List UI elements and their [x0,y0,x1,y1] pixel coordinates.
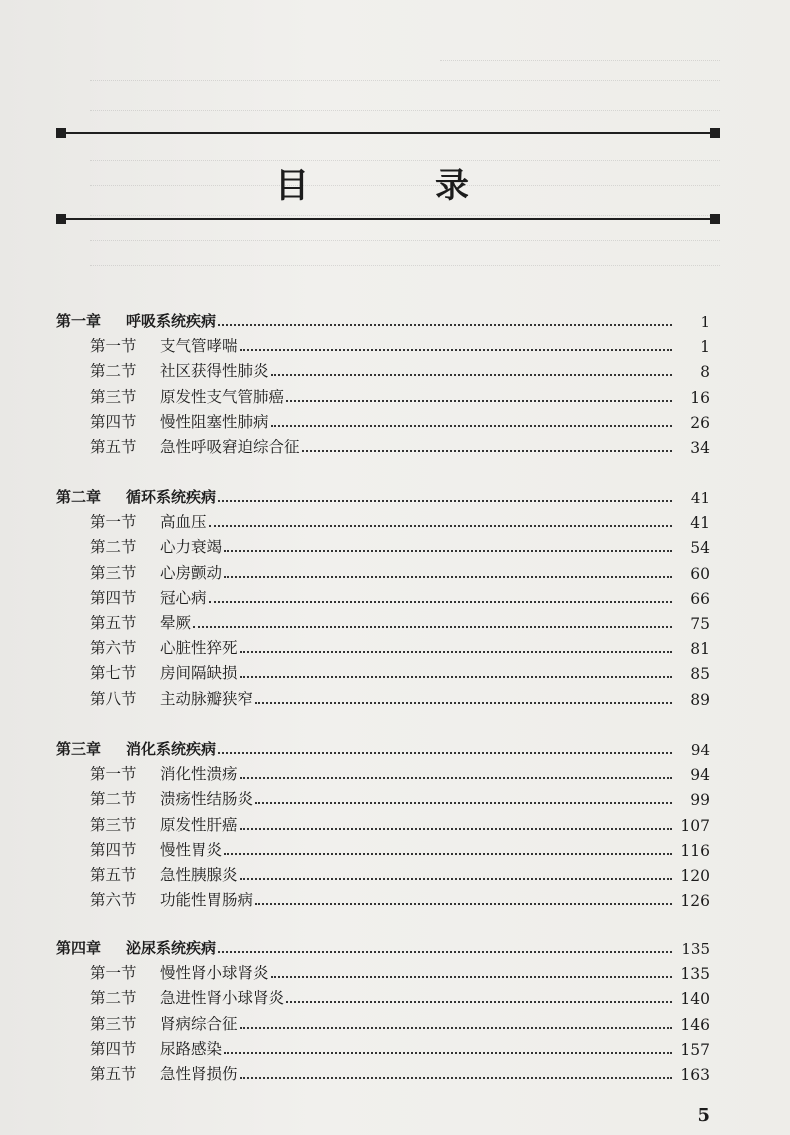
section-number: 第五节 [90,614,137,632]
section-number: 第五节 [90,1065,137,1083]
toc-section-entry [0,1035,710,1059]
section-number: 第七节 [90,664,137,683]
section-number: 第二节 [90,790,137,809]
section-number: 第三节 [90,563,137,582]
dot-leader [240,828,672,830]
entry-label [90,762,238,784]
dot-leader [224,1052,672,1054]
page-reference: 140 [680,990,710,1009]
toc-section-entry [0,634,710,658]
page-reference: 60 [690,564,710,583]
dot-leader [218,752,672,754]
section-title: 急性呼吸窘迫综合征 [160,438,300,456]
entry-label [90,1037,222,1059]
entry-label [90,334,238,356]
section-title: 晕厥 [160,614,192,632]
dot-leader [271,425,672,427]
toc-section-entry [0,559,710,583]
dot-leader [240,1077,672,1079]
dot-leader [218,951,672,953]
section-title: 冠心病 [160,588,207,607]
page-reference: 135 [681,940,710,958]
dot-leader [224,576,672,578]
dot-leader [224,550,672,552]
dot-leader [193,626,672,628]
section-title: 社区获得性肺炎 [160,362,269,381]
section-number: 第二节 [90,362,137,381]
dot-leader [209,525,672,527]
entry-label [90,961,269,983]
dot-leader [240,651,672,653]
dot-leader [255,802,672,804]
section-number: 第四节 [90,412,137,431]
page-reference: 1 [700,313,710,331]
dot-leader [286,400,672,402]
page-reference: 89 [690,690,710,709]
chapter-number: 第一章 [56,312,102,330]
toc-section-entry [0,584,710,608]
toc-section-entry [0,959,710,983]
section-title: 功能性胃肠病 [160,891,254,910]
toc-chapter-entry [0,934,710,958]
page-reference: 163 [680,1066,710,1084]
section-number: 第三节 [90,1014,137,1033]
dot-leader [302,450,672,452]
page-reference: 126 [680,892,710,911]
section-number: 第二节 [90,538,137,557]
page-title: 目 录 [275,166,515,206]
toc-section-entry [0,383,710,407]
page-reference: 75 [690,615,710,633]
toc-section-entry [0,886,710,910]
section-number: 第四节 [90,1039,137,1058]
page-reference: 135 [680,965,710,984]
toc-section-entry [0,332,710,356]
page-reference: 54 [690,539,710,558]
entry-label [90,586,207,608]
entry-label [90,838,222,860]
section-number: 第四节 [90,588,137,607]
entry-label [90,510,207,532]
section-number: 第五节 [90,866,137,884]
page-number: 5 [697,1105,710,1126]
section-title: 高血压 [160,513,207,532]
chapter-title: 泌尿系统疾病 [126,939,217,957]
page-reference: 8 [700,363,710,382]
entry-label [90,410,269,432]
entry-label [90,813,238,835]
section-number: 第一节 [90,765,137,784]
entry-label [90,435,300,457]
section-title: 心房颤动 [160,563,223,582]
chapter-number: 第四章 [56,939,102,957]
section-title: 急进性肾小球肾炎 [160,989,285,1008]
page-reference: 107 [680,816,710,835]
section-title: 心力衰竭 [160,538,223,557]
toc-section-entry [0,508,710,532]
entry-label [90,385,284,407]
entry-label [90,787,253,809]
page-reference: 99 [690,791,710,810]
section-title: 支气管哮喘 [160,337,238,356]
toc-section-entry [0,408,710,432]
entry-label [90,636,238,658]
page-reference: 85 [690,665,710,684]
toc-section-entry [0,836,710,860]
section-title: 溃疡性结肠炎 [160,790,254,809]
toc-section-entry [0,760,710,784]
dot-leader [218,324,672,326]
section-number: 第六节 [90,639,137,658]
section-title: 主动脉瓣狭窄 [160,689,254,708]
toc-section-entry [0,811,710,835]
page-reference: 34 [690,439,710,457]
toc-section-entry [0,861,710,885]
chapter-number: 第二章 [56,488,102,506]
page-reference: 120 [680,867,710,885]
dot-leader [218,500,672,502]
section-title: 尿路感染 [160,1039,223,1058]
entry-label [56,738,216,759]
entry-label [90,687,253,709]
toc-chapter-entry [0,307,710,331]
toc-section-entry [0,659,710,683]
section-title: 原发性支气管肺癌 [160,387,285,406]
page-reference: 157 [680,1040,710,1059]
entry-label [90,359,269,381]
section-number: 第八节 [90,689,137,708]
section-title: 急性肾损伤 [160,1065,238,1083]
section-number: 第三节 [90,815,137,834]
entry-label [56,310,216,331]
entry-label [90,661,238,683]
dot-leader [240,878,672,880]
page-reference: 94 [690,766,710,785]
page-reference: 66 [690,589,710,608]
dot-leader [240,349,672,351]
dot-leader [255,903,672,905]
entry-label [90,1062,238,1084]
entry-label [90,535,222,557]
page-reference: 94 [690,741,710,759]
entry-label [90,888,253,910]
section-number: 第一节 [90,337,137,356]
toc-section-entry [0,685,710,709]
section-number: 第一节 [90,964,137,983]
entry-label [90,863,238,885]
entry-label [56,937,216,958]
page-reference: 81 [690,640,710,659]
toc-section-entry [0,984,710,1008]
dot-leader [224,853,672,855]
toc-chapter-entry [0,483,710,507]
chapter-title: 呼吸系统疾病 [126,312,217,330]
chapter-number: 第三章 [56,740,102,758]
page-reference: 116 [680,841,710,860]
toc-section-entry [0,533,710,557]
page-reference: 1 [700,338,710,357]
section-title: 急性胰腺炎 [160,866,238,884]
dot-leader [209,601,672,603]
dot-leader [240,777,672,779]
page-reference: 41 [690,514,710,533]
page-reference: 16 [690,388,710,407]
entry-label [90,986,284,1008]
section-number: 第六节 [90,891,137,910]
section-number: 第五节 [90,438,137,456]
section-title: 原发性肝癌 [160,815,238,834]
dot-leader [255,702,672,704]
page-reference: 146 [680,1015,710,1034]
section-title: 消化性溃疡 [160,765,238,784]
chapter-title: 消化系统疾病 [126,740,217,758]
entry-label [90,561,222,583]
toc-section-entry [0,609,710,633]
toc-chapter-entry [0,735,710,759]
toc-section-entry [0,785,710,809]
toc-section-entry [0,357,710,381]
toc-section-entry [0,1060,710,1084]
dot-leader [240,676,672,678]
toc-section-entry [0,433,710,457]
section-title: 慢性胃炎 [160,840,223,859]
dot-leader [286,1001,672,1003]
section-number: 第三节 [90,387,137,406]
dot-leader [240,1027,672,1029]
entry-label [90,611,191,633]
entry-label [90,1012,238,1034]
page-reference: 26 [690,413,710,432]
section-title: 慢性阻塞性肺病 [160,412,269,431]
section-title: 慢性肾小球肾炎 [160,964,269,983]
section-number: 第二节 [90,989,137,1008]
section-number: 第一节 [90,513,137,532]
dot-leader [271,976,672,978]
toc-section-entry [0,1010,710,1034]
entry-label [56,486,216,507]
chapter-title: 循环系统疾病 [126,488,217,506]
section-title: 肾病综合征 [160,1014,238,1033]
section-number: 第四节 [90,840,137,859]
section-title: 心脏性猝死 [160,639,238,658]
section-title: 房间隔缺损 [160,664,238,683]
page-reference: 41 [690,489,710,507]
dot-leader [271,374,672,376]
